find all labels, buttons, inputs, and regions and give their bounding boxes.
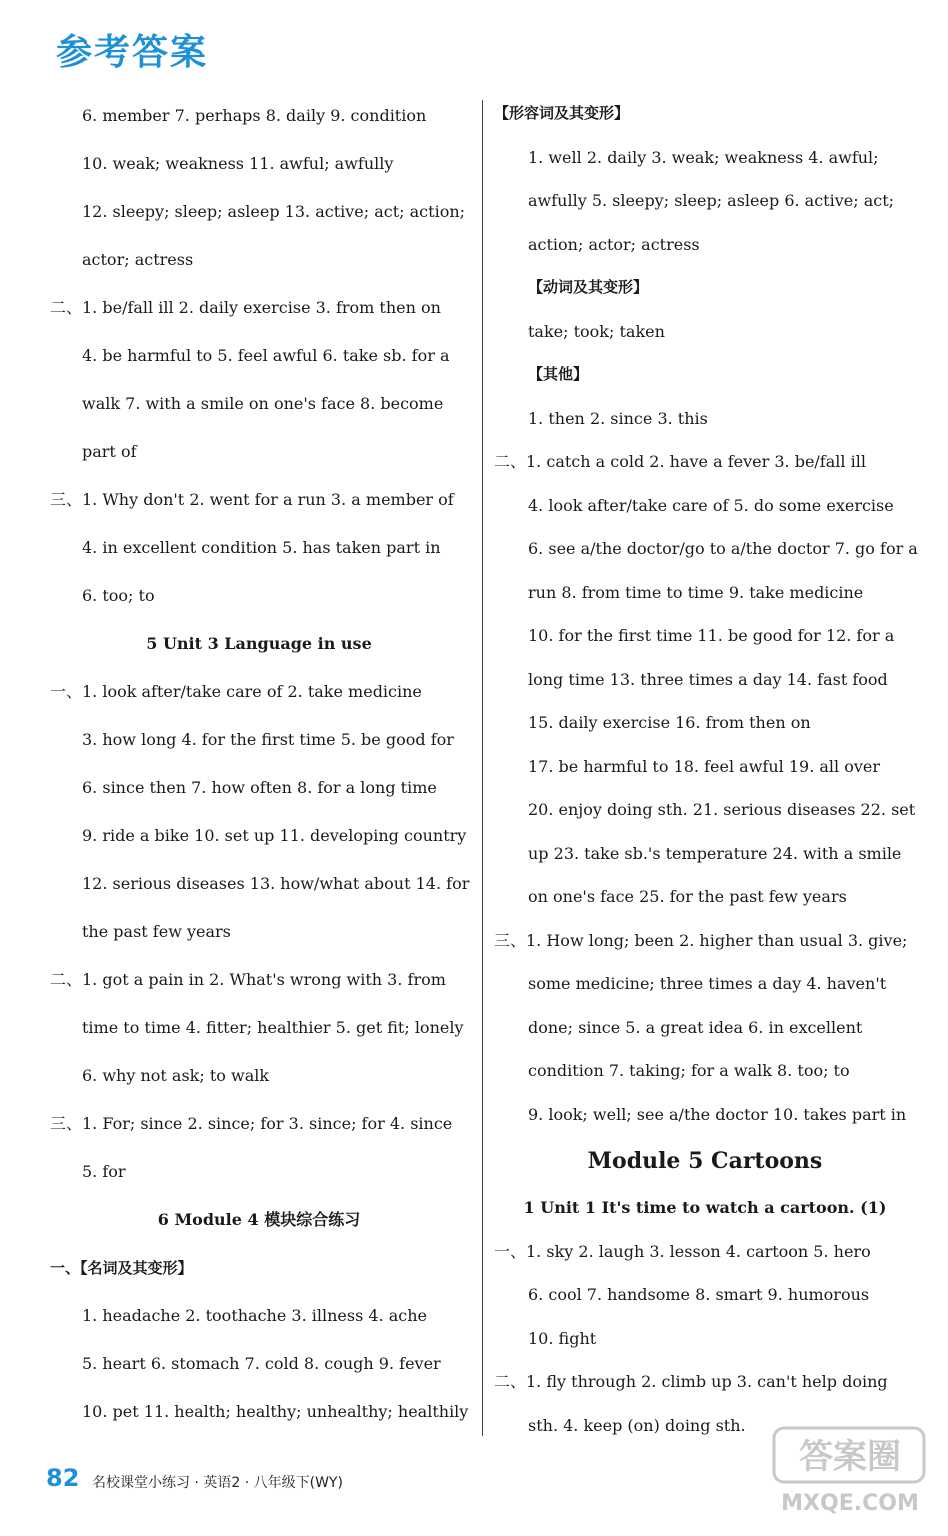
section-heading: 1 Unit 1 It's time to watch a cartoon. (1) [523, 1198, 887, 1217]
answer-line: sth. 4. keep (on) doing sth. [528, 1415, 746, 1435]
answer-line: 二、1. fly through 2. climb up 3. can't help doing [494, 1372, 888, 1391]
answer-line: 10. pet 11. health; healthy; unhealthy; healthily [82, 1402, 469, 1421]
answer-line: action; actor; actress [528, 234, 700, 254]
answer-line: 6. too; to [82, 586, 155, 605]
answer-line: 9. look; well; see a/the doctor 10. takes part in [528, 1104, 907, 1124]
answer-line: 10. for the first time 11. be good for 12. for a [528, 626, 895, 645]
category-label: 【动词及其变形】 [528, 278, 649, 296]
module-title: Module 5 Cartoons [587, 1148, 823, 1174]
watermark-text-bottom: MXQE.COM [781, 1491, 919, 1516]
watermark-logo [770, 1420, 930, 1520]
answer-line: 6. see a/the doctor/go to a/the doctor 7. go for a [528, 539, 918, 558]
answer-line: 一、1. sky 2. laugh 3. lesson 4. cartoon 5. hero [494, 1241, 871, 1261]
section-heading: 5 Unit 3 Language in use [146, 634, 372, 653]
page-number: 82 [46, 1464, 80, 1492]
page-title: 参考答案 [56, 32, 209, 73]
category-label: 【其他】 [528, 365, 589, 383]
answer-line: 17. be harmful to 18. feel awful 19. all over [528, 756, 881, 776]
category-label: 一、【名词及其变形】 [50, 1259, 193, 1277]
answer-line: 二、1. catch a cold 2. have a fever 3. be/fall ill [494, 452, 866, 471]
answer-line: time to time 4. fitter; healthier 5. get fit; lonely [82, 1018, 464, 1037]
right-column [494, 92, 916, 1447]
answer-line: run 8. from time to time 9. take medicine [528, 582, 864, 602]
answer-line: the past few years [82, 922, 231, 941]
section-heading: 6 Module 4 模块综合练习 [157, 1210, 361, 1229]
answer-line: 4. be harmful to 5. feel awful 6. take sb. for a [82, 346, 450, 365]
answer-line: 6. why not ask; to walk [82, 1066, 270, 1085]
answer-line: 6. member 7. perhaps 8. daily 9. condition [82, 106, 427, 125]
answer-line: actor; actress [82, 250, 194, 269]
answer-line: 12. sleepy; sleep; asleep 13. active; act; action; [82, 202, 466, 221]
answer-line: done; since 5. a great idea 6. in excellent [528, 1017, 863, 1037]
answer-line: 三、1. Why don't 2. went for a run 3. a member of [50, 490, 454, 509]
book-title: 名校课堂小练习 · 英语2 · 八年级下(WY) [92, 1475, 343, 1491]
answer-line: 一、1. look after/take care of 2. take medicine [50, 682, 422, 701]
answer-line: 10. fight [528, 1328, 597, 1348]
answer-line: 1. well 2. daily 3. weak; weakness 4. awful; [528, 147, 879, 167]
answer-line: 1. then 2. since 3. this [528, 408, 708, 428]
answer-line: 1. headache 2. toothache 3. illness 4. ache [82, 1306, 428, 1325]
answer-line: 6. since then 7. how often 8. for a long time [82, 778, 437, 797]
answer-line: on one's face 25. for the past few years [528, 887, 847, 906]
answer-line: 二、1. got a pain in 2. What's wrong with 3. from [50, 970, 446, 989]
answer-line: up 23. take sb.'s temperature 24. with a smile [528, 843, 902, 863]
left-column [50, 92, 468, 1436]
answer-line: 6. cool 7. handsome 8. smart 9. humorous [528, 1285, 870, 1304]
answer-line: 4. look after/take care of 5. do some exercise [528, 495, 894, 515]
answer-line: awfully 5. sleepy; sleep; asleep 6. active; act; [528, 191, 895, 210]
answer-line: 9. ride a bike 10. set up 11. developing country [82, 826, 467, 845]
answer-line: 5. for [82, 1162, 126, 1181]
answer-line: 12. serious diseases 13. how/what about 14. for [82, 874, 470, 893]
answer-line: 三、1. For; since 2. since; for 3. since; for 4. since [50, 1114, 453, 1133]
answer-line: 20. enjoy doing sth. 21. serious diseases 22. set [528, 800, 916, 819]
answer-line: 4. in excellent condition 5. has taken part in [82, 538, 441, 557]
answer-line: 3. how long 4. for the first time 5. be good for [82, 730, 454, 749]
category-label: 【形容词及其变形】 [494, 104, 630, 122]
answer-line: walk 7. with a smile on one's face 8. become [82, 394, 444, 413]
answer-line: 三、1. How long; been 2. higher than usual 3. give; [494, 930, 908, 950]
answer-line: 15. daily exercise 16. from then on [528, 713, 811, 732]
watermark-text-top: 答案圈 [799, 1437, 901, 1477]
answer-line: 二、1. be/fall ill 2. daily exercise 3. from then on [50, 298, 441, 317]
answer-line: 5. heart 6. stomach 7. cold 8. cough 9. fever [82, 1354, 441, 1373]
answer-line: condition 7. taking; for a walk 8. too; to [528, 1061, 850, 1080]
answer-line: 10. weak; weakness 11. awful; awfully [82, 154, 394, 173]
answer-line: some medicine; three times a day 4. haven't [528, 974, 887, 993]
answer-line: take; took; taken [528, 321, 665, 341]
answer-line: long time 13. three times a day 14. fast food [528, 669, 888, 689]
answer-line: part of [82, 442, 137, 461]
column-divider [482, 100, 483, 1436]
